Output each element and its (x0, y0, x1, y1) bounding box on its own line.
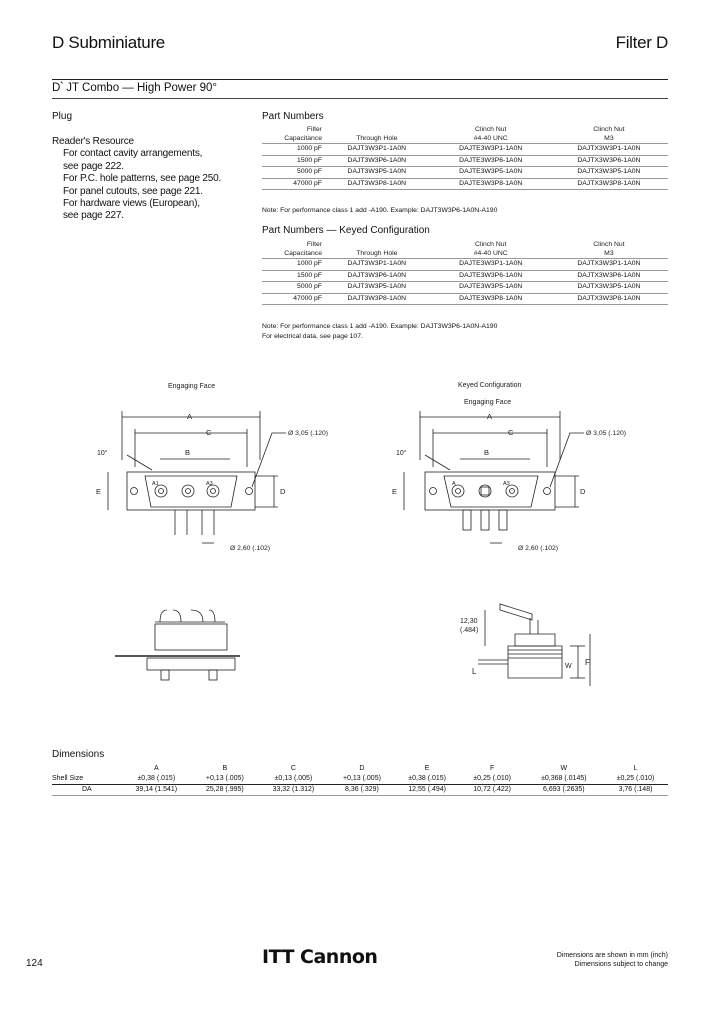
table-row: 5000 pF DAJT3W3P5-1A0N DAJTE3W3P5-1A0N DAJTX3W3P5-1A0N (262, 282, 668, 294)
svg-text:Ø 3,05 (.120): Ø 3,05 (.120) (586, 430, 627, 437)
header-left-title: D Subminiature (52, 33, 165, 52)
page-number: 124 (26, 958, 43, 969)
svg-text:A3: A3 (503, 481, 510, 487)
footer-notes: Dimensions are shown in mm (inch) Dimensions subject to change (556, 952, 668, 968)
col-header: Clinch Nut (593, 241, 625, 248)
readers-line: For P.C. hole patterns, see page 250. (63, 173, 222, 185)
col-header: Clinch Nut (593, 126, 625, 133)
keyed-part-numbers-table (262, 240, 668, 305)
svg-text:Ø 2,60 (.102): Ø 2,60 (.102) (518, 545, 559, 552)
table-row: 1000 pF DAJT3W3P1-1A0N DAJTE3W3P1-1A0N DAJTX3W3P1-1A0N (262, 259, 668, 271)
col-header: M3 (550, 134, 668, 144)
keyed-engaging-face-drawing (390, 375, 640, 560)
svg-text:A3: A3 (206, 481, 213, 487)
svg-text:10°: 10° (97, 450, 108, 457)
engaging-face-drawing (90, 375, 329, 560)
dimensions-table (52, 764, 668, 796)
keyed-side-view (460, 598, 670, 683)
svg-text:W: W (565, 663, 572, 670)
table-row: 47000 pF DAJT3W3P8-1A0N DAJTE3W3P8-1A0N DAJTX3W3P8-1A0N (262, 293, 668, 305)
col-header (322, 125, 432, 134)
svg-text:C: C (508, 428, 514, 437)
readers-resource (52, 136, 252, 223)
drawing-title: Engaging Face (168, 383, 216, 390)
electrical-note: For electrical data, see page 107. (262, 333, 363, 340)
table-row: DA 39,14 (1.541) 25,28 (.995) 33,32 (1.312) 8,36 (.329) 12,55 (.494) 10,72 (.422) 6,693 (.2635) 3,76 (.148) (52, 785, 668, 796)
svg-text:A1: A1 (152, 481, 159, 487)
svg-text:12,30: 12,30 (460, 618, 478, 625)
col-header: Filter (306, 126, 322, 133)
svg-text:(.484): (.484) (460, 627, 479, 634)
col-header (322, 240, 432, 249)
col-header: #4-40 UNC (432, 249, 550, 259)
svg-text:A: A (487, 412, 493, 421)
readers-line: see page 227. (63, 210, 124, 222)
svg-text:Ø 3,05 (.120): Ø 3,05 (.120) (288, 430, 329, 437)
plug-side-view (115, 600, 240, 685)
col-header: Clinch Nut (475, 126, 507, 133)
dimensions-title: Dimensions (52, 749, 105, 760)
keyed-part-numbers-title: Part Numbers — Keyed Configuration (262, 225, 430, 236)
svg-text:D: D (580, 487, 586, 496)
readers-title: Reader's Resource (52, 136, 134, 147)
col-header: #4-40 UNC (432, 134, 550, 144)
col-header: Capacitance (262, 134, 322, 144)
section-title: D* JT Combo — High Power 90° (52, 81, 218, 94)
svg-text:E: E (392, 487, 398, 496)
header-right-title: Filter D (615, 33, 668, 52)
keyed-note: Note: For performance class 1 add -A190. Example: DAJT3W3P6-1A0N-A190 (262, 323, 498, 330)
svg-text:Engaging Face: Engaging Face (464, 399, 512, 406)
col-header: Through Hole (322, 134, 432, 144)
svg-text:B: B (484, 448, 490, 457)
table-header-row: A B C D E F W L (153, 765, 638, 772)
table-row: 1000 pF DAJT3W3P1-1A0N DAJTE3W3P1-1A0N DAJTX3W3P1-1A0N (262, 144, 668, 156)
table-row: 1500 pF DAJT3W3P6-1A0N DAJTE3W3P6-1A0N DAJTX3W3P6-1A0N (262, 155, 668, 167)
svg-text:L: L (472, 667, 477, 676)
itt-cannon-logo: ITT Cannon (262, 946, 378, 968)
svg-text:A: A (452, 481, 456, 487)
svg-text:D: D (280, 487, 286, 496)
col-header: M3 (550, 249, 668, 259)
readers-line: see page 222. (63, 160, 124, 172)
col-header: Clinch Nut (475, 241, 507, 248)
col-header: Through Hole (322, 249, 432, 259)
svg-text:C: C (206, 428, 212, 437)
readers-line: For contact cavity arrangements, (63, 148, 203, 160)
part-numbers-note: Note: For performance class 1 add -A190. Example: DAJT3W3P6-1A0N-A190 (262, 207, 498, 214)
svg-text:E: E (96, 487, 102, 496)
svg-text:Keyed Configuration: Keyed Configuration (458, 382, 522, 389)
table-tolerance-row: Shell Size ±0,38 (.015) +0,13 (.005) ±0,13 (.005) +0,13 (.005) ±0,38 (.015) ±0,25 (.010) ±0,368 (.0145) ±0,25 (.010) (52, 774, 668, 785)
table-row: 5000 pF DAJT3W3P5-1A0N DAJTE3W3P5-1A0N DAJTX3W3P5-1A0N (262, 167, 668, 179)
table-row: 1500 pF DAJT3W3P6-1A0N DAJTE3W3P6-1A0N DAJTX3W3P6-1A0N (262, 270, 668, 282)
part-numbers-title: Part Numbers (262, 111, 324, 122)
col-header: Capacitance (262, 249, 322, 259)
svg-text:A: A (187, 412, 193, 421)
readers-line: For hardware views (European), (63, 198, 200, 210)
table-row: 47000 pF DAJT3W3P8-1A0N DAJTE3W3P8-1A0N DAJTX3W3P8-1A0N (262, 178, 668, 190)
section-rule (52, 98, 668, 99)
svg-text:Ø 2,60 (.102): Ø 2,60 (.102) (230, 545, 271, 552)
col-header: Filter (306, 241, 322, 248)
header-rule (52, 79, 668, 80)
svg-text:B: B (185, 448, 191, 457)
part-numbers-table (262, 125, 668, 190)
readers-line: For panel cutouts, see page 221. (63, 185, 203, 197)
svg-text:10°: 10° (396, 450, 407, 457)
svg-text:F: F (585, 658, 590, 667)
plug-label: Plug (52, 111, 73, 122)
